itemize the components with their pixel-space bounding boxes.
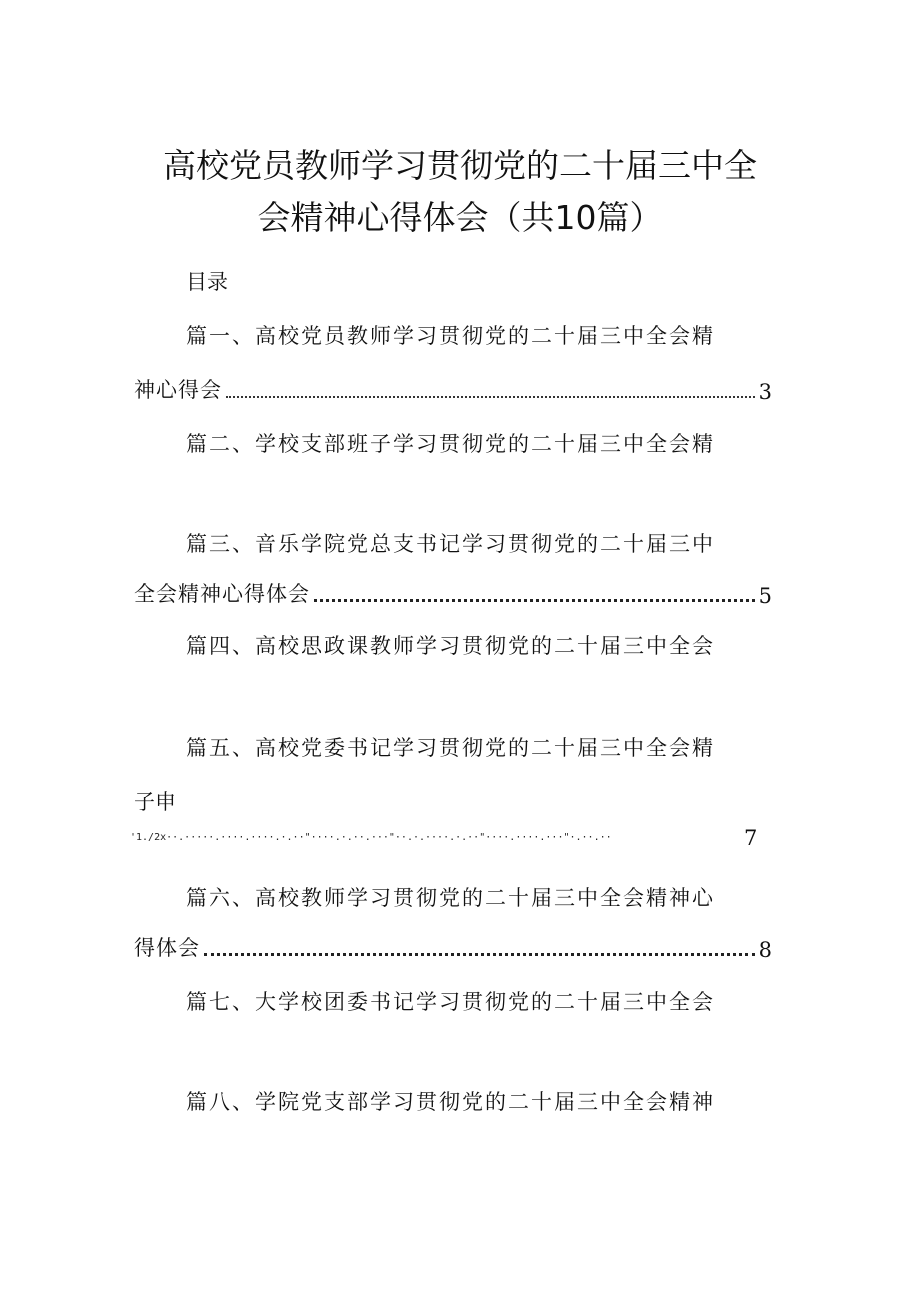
document-title-line-1: 高校党员教师学习贯彻党的二十届三中全	[163, 146, 757, 185]
toc-entry-7-title: 篇七、大学校团委书记学习贯彻党的二十届三中全会	[186, 990, 715, 1014]
toc-entry-5-continuation: 子申	[134, 790, 176, 814]
toc-entry-3-continuation: 全会精神心得体会	[134, 582, 310, 606]
toc-entry-1-leader-row	[134, 374, 772, 404]
toc-entry-6-title: 篇六、高校教师学习贯彻党的二十届三中全会精神心	[186, 886, 715, 910]
toc-heading: 目录	[186, 270, 228, 294]
toc-entry-5-title: 篇五、高校党委书记学习贯彻党的二十届三中全会精	[186, 736, 715, 760]
dot-leader	[314, 593, 755, 602]
toc-entry-6-leader-row	[134, 932, 772, 962]
toc-entry-3-page: 5	[758, 584, 772, 608]
toc-entry-6-page: 8	[758, 938, 772, 962]
toc-entry-5-page: 7	[744, 826, 758, 850]
toc-entry-1-page: 3	[758, 380, 772, 404]
dot-leader	[226, 390, 755, 398]
toc-entry-3-leader-row	[134, 578, 772, 608]
toc-entry-1-title: 篇一、高校党员教师学习贯彻党的二十届三中全会精	[186, 324, 715, 348]
dot-leader	[204, 947, 755, 956]
toc-entry-5-garbled-leader: '1./2x··.·····.····.····.·.··"····.·.··.···"··.·.····.·.··"····.····.···"·.··.··	[130, 832, 612, 843]
toc-entry-8-title: 篇八、学院党支部学习贯彻党的二十届三中全会精神	[186, 1090, 715, 1114]
toc-entry-1-continuation: 神心得会	[134, 378, 222, 402]
document-title-line-2: 会精神心得体会（共10篇）	[257, 198, 663, 237]
toc-entry-2-title: 篇二、学校支部班子学习贯彻党的二十届三中全会精	[186, 432, 715, 456]
toc-entry-6-continuation: 得体会	[134, 936, 200, 960]
toc-entry-4-title: 篇四、高校思政课教师学习贯彻党的二十届三中全会	[186, 634, 715, 658]
toc-entry-3-title: 篇三、音乐学院党总支书记学习贯彻党的二十届三中	[186, 532, 715, 556]
